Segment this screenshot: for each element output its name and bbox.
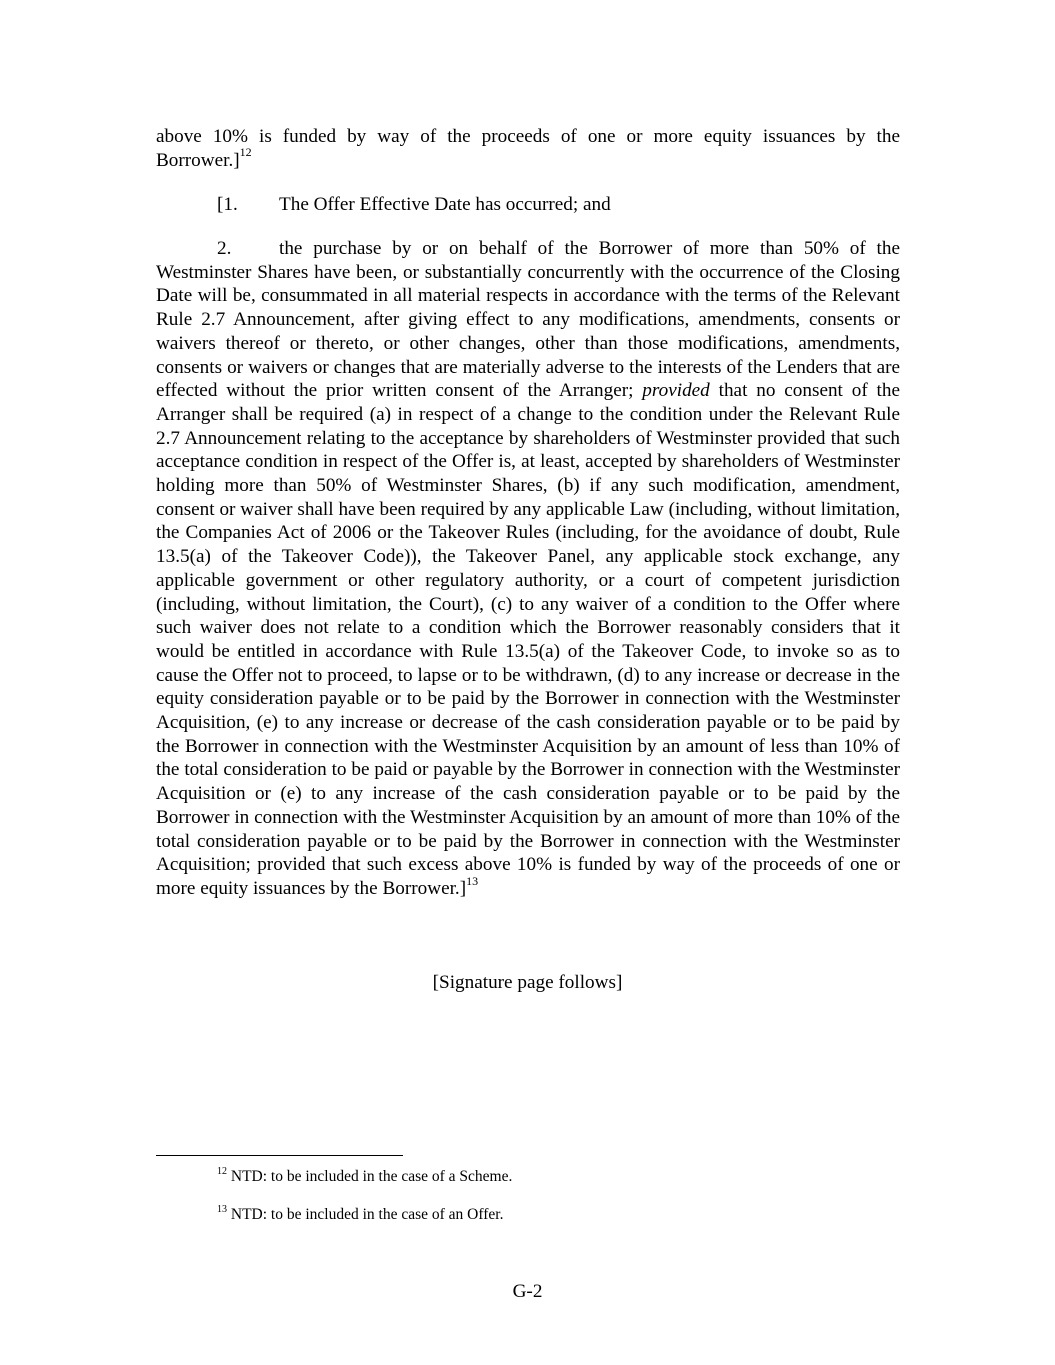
list-item-2-text-after: that no consent of the Arranger shall be required (a) in respect of a change to the condition under the Relevant Rule 2.7 Announcement relating to the acceptance by shareholders of Westminster provided that such acceptance condition in respect of the Offer is, at least, accepted by shareholders of Westminster holding more than 50% of Westminster Shares, (b) if any such modification, amendment, consent or waiver shall have been required by any applicable Law (including, without limitation, the Companies Act of 2006 or the Takeover Rules (including, for the avoidance of doubt, Rule 13.5(a) of the Takeover Code)), the Takeover Panel, any applicable stock exchange, any applicable government or other regulatory authority, or a court of competent jurisdiction (including, without limitation, the Court), (c) to any waiver of a condition to the Offer where such waiver does not relate to a condition which the Borrower reasonably considers that it would be entitled in accordance with Rule 13.5(a) of the Takeover Code, to invoke so as to cause the Offer not to proceed, to lapse or to be withdrawn, (d) to any increase or decrease in the equity consideration payable or to be paid by the Borrower in connection with the Westminster Acquisition, (e) to any increase or decrease of the cash consideration payable or to be paid by the Borrower in connection with the Westminster Acquisition by an amount of less than 10% of the total consideration to be paid or payable by the Borrower in connection with the Westminster Acquisition or (e) to any increase of the cash consideration payable or to be paid by the Borrower in connection with the Westminster Acquisition by an amount of more than 10% of the total consideration payable or to be paid by the Borrower in connection with the Westminster Acquisition; provided that such excess above 10% is funded by way of the proceeds of one or more equity issuances by the Borrower.]	[156, 380, 900, 899]
page-number: G-2	[512, 1281, 543, 1302]
footnote-12-ref: 12	[217, 1165, 227, 1177]
footnote-ref-13: 13	[466, 873, 479, 888]
list-item-2	[156, 237, 900, 901]
footnote-ref-12: 12	[239, 145, 252, 160]
carryover-text: above 10% is funded by way of the proceeds of one or more equity issuances by the Borrower.]	[156, 126, 900, 171]
footnote-12	[217, 1167, 512, 1186]
footnote-13-text: NTD: to be included in the case of an Offer.	[230, 1206, 504, 1223]
footnote-13	[217, 1205, 503, 1224]
footnote-12-text: NTD: to be included in the case of a Scheme.	[230, 1168, 513, 1185]
list-item-2-number: 2.	[217, 238, 232, 259]
list-item-1-number: [1.	[217, 194, 238, 215]
footnote-13-ref: 13	[217, 1203, 227, 1215]
list-item-1-text: The Offer Effective Date has occurred; and	[279, 194, 611, 215]
list-item-2-italic: provided	[642, 380, 710, 402]
list-item-2-text-before: the purchase by or on behalf of the Borrower of more than 50% of the Westminster Shares have been, or substantially concurrently with the occurrence of the Closing Date will be, consummated in all material respects in accordance with the terms of the Relevant Rule 2.7 Announcement, after giving effect to any modifications, amendments, consents or waivers thereof or thereto, or other changes, other than those modifications, amendments, consents or waivers or changes that are materially adverse to the interests of the Lenders that are effected without the prior written consent of the Arranger;	[156, 238, 900, 402]
list-item-1	[217, 193, 611, 217]
footnote-divider	[156, 1155, 403, 1156]
signature-note: [Signature page follows]	[432, 972, 623, 993]
carryover-paragraph	[156, 125, 900, 172]
